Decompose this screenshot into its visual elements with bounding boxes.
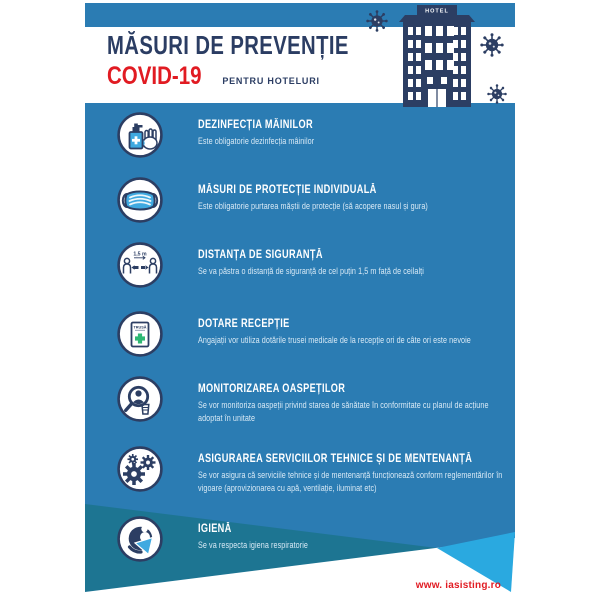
item-description: Este obligatorie dezinfecția mâinilor	[198, 136, 315, 147]
item-text	[198, 523, 513, 552]
distance-label: 1,5 m	[133, 251, 147, 258]
item-hand-disinfection	[117, 112, 515, 158]
item-safety-distance	[117, 242, 515, 288]
item-title: DISTANȚA DE SIGURANȚĂ	[198, 249, 323, 261]
item-guest-monitoring	[117, 376, 515, 424]
hotel-sign-label: HOTEL	[425, 8, 449, 15]
item-title: DOTARE RECEPȚIE	[198, 318, 290, 330]
item-title: IGIENĂ	[198, 523, 232, 535]
item-description: Se va respecta igiena respiratorie	[198, 540, 308, 551]
item-hygiene	[117, 516, 515, 562]
item-description: Se vor monitoriza oaspeții privind starea de sănătate în conformitate cu planul de acțiune adoptat în unitate	[198, 400, 489, 423]
covid-19-label: COVID-19	[107, 61, 202, 90]
item-text	[198, 184, 513, 213]
item-title: MĂSURI DE PROTECȚIE INDIVIDUALĂ	[198, 184, 377, 196]
virus-icon	[366, 10, 388, 32]
item-description: Angajații vor utiliza dotările trusei medicale de la recepție ori de câte ori este nevoie	[198, 335, 471, 346]
item-text	[198, 249, 513, 278]
poster	[85, 3, 515, 597]
item-description: Se va păstra o distanță de siguranță de cel puțin 1,5 m față de ceilalți	[198, 266, 424, 277]
item-text	[198, 119, 513, 148]
virus-icon	[487, 84, 507, 104]
subtitle-row	[107, 63, 417, 89]
item-title: ASIGURAREA SERVICIILOR TEHNICE ȘI DE MENTENANȚĂ	[198, 453, 473, 465]
item-title: DEZINFECȚIA MÂINILOR	[198, 119, 313, 131]
audience-label: PENTRU HOTELURI	[222, 75, 320, 86]
gears-icon	[117, 446, 163, 492]
item-description: Se vor asigura că serviciile tehnice și de mentenanță funcționează conform reglementărilor în vigoare (aprovizionarea cu apă, ventilație, iluminat etc)	[198, 470, 503, 493]
kit-label: TRUSĂ	[133, 325, 147, 330]
social-distance-icon	[117, 242, 163, 288]
item-text	[198, 318, 513, 347]
guest-monitoring-icon	[117, 376, 163, 422]
header	[107, 31, 417, 89]
face-mask-icon	[117, 177, 163, 223]
respiratory-hygiene-icon	[117, 516, 163, 562]
item-description: Este obligatorie purtarea măștii de protecție (să acopere nasul și gura)	[198, 201, 428, 212]
item-individual-protection	[117, 177, 515, 223]
item-title: MONITORIZAREA OASPEȚILOR	[198, 383, 346, 395]
item-technical-services	[117, 446, 515, 494]
hand-sanitizer-icon	[117, 112, 163, 158]
item-text	[198, 453, 513, 494]
website-link[interactable]: www. iasisting.ro	[415, 580, 501, 591]
virus-icon	[480, 33, 504, 57]
poster-title: MĂSURI DE PREVENȚIE	[107, 30, 349, 60]
item-reception-equipment	[117, 311, 515, 357]
item-text	[198, 383, 513, 424]
first-aid-kit-icon	[117, 311, 163, 357]
